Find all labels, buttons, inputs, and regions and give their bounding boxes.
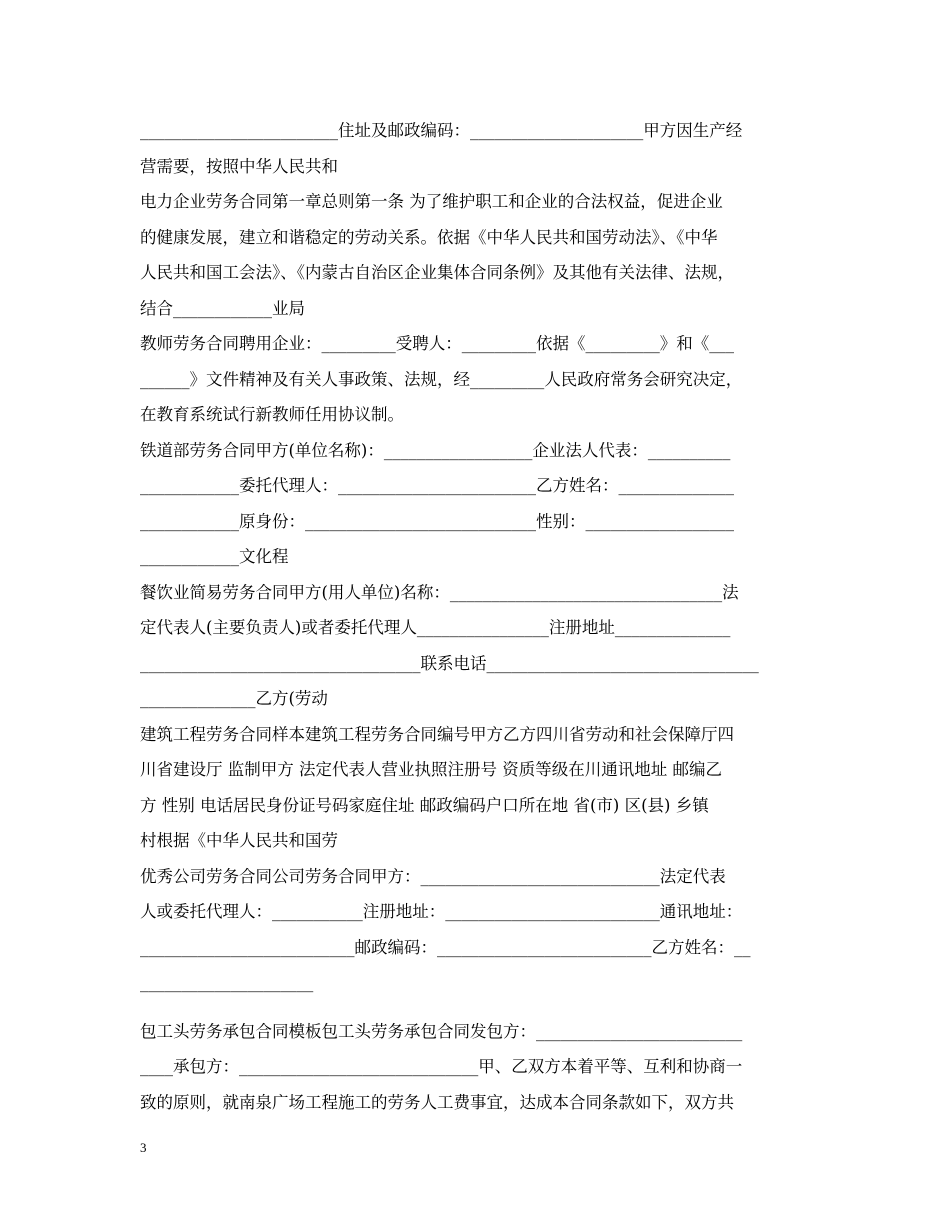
paragraph-gap [140,1006,812,1019]
text-line: ______》文件精神及有关人事政策、法规，经_________人民政府常务会研究决定， [140,369,743,389]
text-line: 建筑工程劳务合同样本建筑工程劳务合同编号甲方乙方四川省劳动和社会保障厅四 [140,724,734,744]
text-line: __________________________________联系电话_________________________________ [140,653,759,673]
text-line: 铁道部劳务合同甲方(单位名称)：__________________企业法人代表：__________ [140,440,731,460]
text-line: ________________________住址及邮政编码：_____________________甲方因生产经 [140,121,743,140]
text-line: ______________乙方(劳动 [140,689,328,708]
text-line: ____________委托代理人：________________________乙方姓名：______________ [140,476,734,495]
text-line: 定代表人(主要负责人)或者委托代理人________________注册地址______________ [140,618,731,637]
text-line: 村根据《中华人民共和国劳 [140,831,338,850]
text-line: 电力企业劳务合同第一章总则第一条 为了维护职工和企业的合法权益，促进企业 [140,192,723,211]
text-line: ____________文化程 [140,547,289,566]
text-line: 营需要，按照中华人民共和 [140,156,338,176]
text-line: 包工头劳务承包合同模板包工头劳务承包合同发包方：_________________________ [140,1021,743,1041]
text-line: ____承包方：_____________________________甲、乙双方本着平等、互利和协商一 [140,1057,743,1076]
text-line: 优秀公司劳务合同公司劳务合同甲方：_____________________________法定代表 [140,866,726,886]
text-line: __________________________邮政编码：__________________________乙方姓名：__ [140,937,751,957]
page-number: 3 [140,1140,147,1155]
text-line: 方 性别 电话居民身份证号码家庭住址 邮政编码户口所在地 省(市) 区(县) 乡镇 [140,795,709,815]
text-line: 结合____________业局 [140,298,305,318]
text-line: 教师劳务合同聘用企业：_________受聘人：_________依据《_________》和《___ [140,334,734,353]
text-line: 的健康发展，建立和谐稳定的劳动关系。依据《中华人民共和国劳动法》、《中华 [140,227,718,247]
text-line: 人民共和国工会法》、《内蒙古自治区企业集体合同条例》及其他有关法律、法规， [140,263,734,282]
text-line: _____________________ [140,973,314,992]
text-line: 致的原则，就南泉广场工程施工的劳务人工费事宜，达成本合同条款如下，双方共 [140,1092,734,1112]
text-line: 在教育系统试行新教师任用协议制。 [140,405,404,424]
document-body [140,118,812,1125]
text-line: ____________原身份：____________________________性别：__________________ [140,511,734,531]
text-line: 餐饮业简易劳务合同甲方(用人单位)名称：_________________________________法 [140,582,739,602]
text-line: 川省建设厅 监制甲方 法定代表人营业执照注册号 资质等级在川通讯地址 邮编乙 [140,760,722,779]
text-line: 人或委托代理人：___________注册地址：__________________________通讯地址： [140,902,743,921]
